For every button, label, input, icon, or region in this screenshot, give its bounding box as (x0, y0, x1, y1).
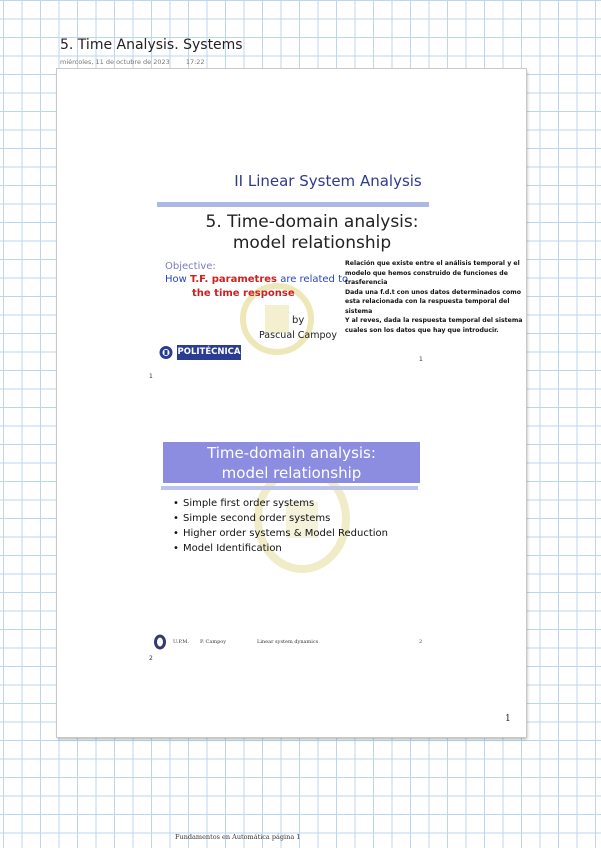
upm-emblem-icon (159, 345, 173, 360)
printed-page (57, 69, 526, 737)
page-number: 1 (505, 714, 511, 724)
note-paragraph: Y al reves, dada la respuesta temporal del sistema cuales son los datos que hay que introducir. (345, 317, 523, 334)
slide1-subtitle-line1: 5. Time-domain analysis: (205, 212, 419, 232)
footer-page: 2 (419, 639, 423, 645)
bullet-item (173, 541, 388, 556)
slide2-footer (153, 634, 433, 650)
slide2-title-line2: model relationship (221, 464, 362, 482)
slide1-title-bar (157, 202, 429, 207)
slide1-by: by (292, 315, 305, 326)
slide1-author: Pascual Campoy (259, 330, 337, 341)
note-date (60, 58, 219, 66)
slide1-page-number: 1 (419, 356, 423, 363)
bullet-item (173, 511, 388, 526)
note-date-text: miércoles, 11 de octubre de 2023 (60, 58, 170, 66)
objective-how: How (165, 274, 187, 285)
footer-upm: U.P.M. (173, 639, 189, 645)
slide1-objective-line2: the time response (192, 288, 295, 299)
slide1-objective-line1 (165, 274, 348, 285)
note-time-text: 17:22 (185, 58, 205, 66)
bullet-dot-icon: • (173, 528, 179, 539)
politecnica-logo (157, 345, 243, 360)
slide1-subtitle-line2: model relationship (232, 233, 392, 253)
bullet-item (173, 526, 388, 541)
slide2-bullet-list (173, 496, 388, 556)
bullet-text: Model Identification (183, 543, 282, 554)
politecnica-logo-text: POLITÉCNICA (177, 345, 241, 360)
handwritten-note (345, 259, 525, 335)
bullet-dot-icon: • (173, 543, 179, 554)
footer-topic: Linear system dynamics (257, 639, 319, 645)
bullet-text: Simple second order systems (183, 513, 331, 524)
slide1-title: II Linear System Analysis (234, 172, 422, 190)
footer-caption: Fundamentos en Automática página 1 (175, 833, 301, 841)
footer-author: P. Campoy (200, 639, 227, 645)
slide1-number: 1 (149, 373, 153, 380)
note-paragraph: Dada una f.d.t con unos datos determinados como esta relacionada con la respuesta temporal del sistema (345, 288, 521, 315)
upm-emblem-icon (153, 634, 167, 650)
slide2-title-bar (161, 486, 418, 490)
note-paragraph: Relación que existe entre el análisis temporal y el modelo que hemos construido de funciones de trasferencia (345, 260, 520, 286)
bullet-text: Higher order systems & Model Reduction (183, 528, 388, 539)
bullet-text: Simple first order systems (183, 498, 315, 509)
note-title: 5. Time Analysis. Systems (60, 37, 243, 53)
bullet-item (173, 496, 388, 511)
slide1-objective-label: Objective: (165, 261, 216, 272)
slide2-title-line1: Time-domain analysis: (207, 444, 376, 462)
bullet-dot-icon: • (173, 513, 179, 524)
bullet-dot-icon: • (173, 498, 179, 509)
slide2-number: 2 (149, 655, 153, 662)
objective-rest: are related to (280, 274, 349, 285)
objective-tf-params: T.F. parametres (190, 274, 277, 285)
